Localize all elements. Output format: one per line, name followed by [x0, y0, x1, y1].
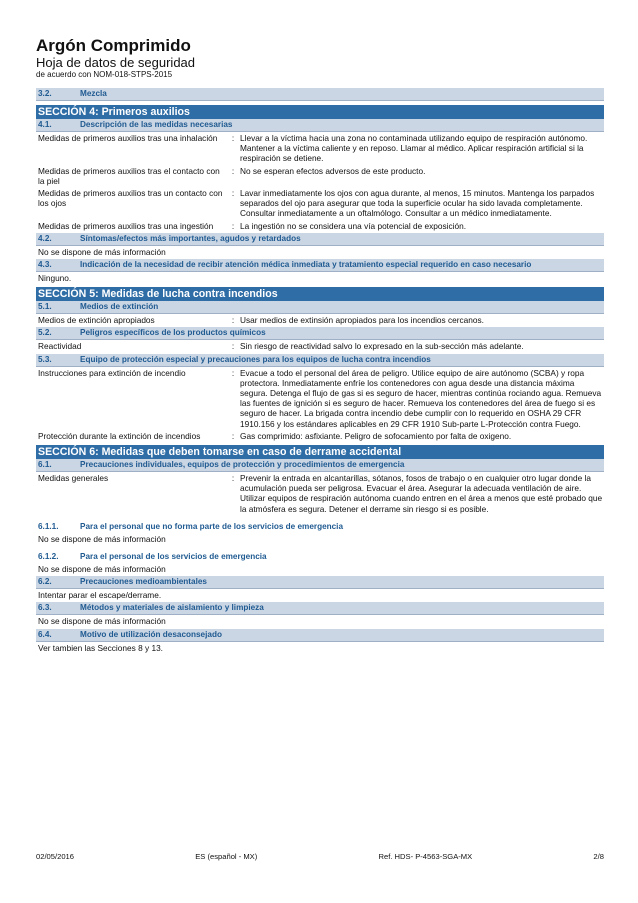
subsection-header-5-1: [36, 301, 604, 314]
info-row: [36, 368, 604, 429]
row-colon: :: [231, 367, 235, 378]
section-header-6: SECCIÓN 6: Medidas que deben tomarse en caso de derrame accidental: [36, 445, 604, 459]
subsection-header-5-3: [36, 354, 604, 367]
subsection-header-6-1: [36, 459, 604, 472]
info-text: No se dispone de más información: [38, 564, 166, 575]
row-colon: :: [231, 165, 235, 176]
info-row: [36, 166, 604, 186]
subsection-header-6-2: [36, 576, 604, 589]
info-text: No se dispone de más información: [38, 616, 166, 627]
row-label: Medidas de primeros auxilios tras una inhalación: [38, 133, 218, 143]
info-text: No se dispone de más información: [38, 246, 166, 257]
row-colon: :: [231, 133, 235, 143]
subsection-header-6-3: [36, 602, 604, 615]
subsection-title: Precauciones individuales, equipos de protección y procedimientos de emergencia: [80, 460, 405, 470]
subsection-number: 6.3.: [38, 603, 52, 613]
subsection-title: Mezcla: [80, 89, 107, 98]
row-value: Usar medios de extinsión apropiados para los incendios cercanos.: [240, 315, 484, 326]
row-colon: :: [231, 341, 235, 352]
row-value: No se esperan efectos adversos de este producto.: [240, 165, 426, 176]
row-value: Llevar a la víctima hacia una zona no contaminada utilizando equipo de respiración autónomo. Mantener a la víctima caliente y en reposo. Llamar al médico. Aplicar respiración artificial si la respiración se detiene.: [240, 133, 588, 164]
subsection-number: 5.1.: [38, 302, 52, 312]
info-text: Ver tambien las Secciones 8 y 13.: [38, 642, 163, 653]
subsection-number: 6.2.: [38, 577, 52, 587]
product-title: Argón Comprimido: [36, 36, 191, 55]
subsection-number: 5.2.: [38, 328, 52, 338]
subsection-title: Equipo de protección especial y precauciones para los equipos de lucha contra incendios: [80, 354, 431, 364]
subsection-number: 6.4.: [38, 629, 52, 639]
subsection-number: 6.1.1.: [38, 521, 59, 531]
subsection-number: 6.1.2.: [38, 552, 59, 562]
document-subtitle: Hoja de datos de seguridad: [36, 55, 196, 70]
info-row: [36, 188, 604, 219]
regulation-note: de acuerdo con NOM-018-STPS-2015: [36, 70, 173, 79]
row-value: Lavar inmediatamente los ojos con agua durante, al menos, 15 minutos. Mantenga los parpados separados del ojo para asegurar que toda la superficie ocular ha sido lavada completamente. Consultar inmediatamente a un oftalmólogo. Consultar a un médico inmediatamente.: [240, 188, 595, 219]
subsection-title: Motivo de utilización desaconsejado: [80, 629, 222, 639]
footer-language: ES (español - MX): [195, 852, 258, 861]
row-label: Medidas de primeros auxilios tras el contacto con la piel: [38, 165, 220, 186]
subsection-header-6-1-1: [36, 521, 604, 533]
row-value: Evacue a todo el personal del área de peligro. Utilice equipo de aire autónomo (SCBA) y ropa protectora. Inmediatamente enfríe los contenedores con agua desde una distancia máxima segura. Detenga el flujo de gas si es seguro de hacer, mientras continúa rociando agua. Remueva las fuentes de ignición si es seguro de hacer. Remueva los contenedores del área de fuego si es seguro de hacer. La brigada contra incendio debe cumplir con lo requerido en OSHA 29 CFR 1910.156 y los estándares aplicables en 29 CFR 1910 Sub-parte L-Protección contra Fuego.: [240, 367, 602, 429]
info-row: [36, 341, 604, 351]
subsection-number: 6.1.: [38, 460, 52, 470]
row-colon: :: [231, 473, 235, 484]
subsection-number: 4.1.: [38, 120, 52, 129]
row-colon: :: [231, 315, 235, 326]
info-text: No se dispone de más información: [38, 533, 166, 544]
subsection-title: Descripción de las medidas necesarias: [80, 120, 233, 129]
row-label: Medidas de primeros auxilios tras una ingestión: [38, 220, 214, 231]
section-header-4: SECCIÓN 4: Primeros auxilios: [36, 105, 604, 119]
sds-content: [36, 88, 604, 655]
row-label: Instrucciones para extinción de incendio: [38, 367, 186, 378]
subsection-title: Métodos y materiales de aislamiento y limpieza: [80, 603, 264, 613]
row-colon: :: [231, 188, 235, 199]
info-row: [36, 473, 604, 514]
row-label: Medidas generales: [38, 473, 109, 484]
footer-date: 02/05/2016: [36, 852, 75, 861]
subsection-header-4-1: [36, 119, 604, 132]
row-value: Prevenir la entrada en alcantarillas, sótanos, fosos de trabajo o en cualquier otro lugar donde la acumulación pueda ser peligrosa. Evacuar el área. Asegurar la adecuada ventilación de aire. Utilizar equipos de respiración autónoma cuando entren en el área a menos que esté probado que la atmósfera es segura. Detener el derrame sin riesgo si es posible.: [240, 473, 603, 514]
subsection-header-3-2: [36, 88, 604, 101]
row-label: Medidas de primeros auxilios tras un contacto con los ojos: [38, 188, 223, 209]
row-label: Protección durante la extinción de incendios: [38, 430, 201, 441]
subsection-number: 3.2.: [38, 89, 52, 98]
row-label: Medios de extinción apropiados: [38, 315, 155, 326]
footer-page-number: 2/8: [593, 852, 604, 861]
page-footer: [36, 852, 604, 861]
row-value: La ingestión no se considera una vía potencial de exposición.: [240, 220, 467, 231]
info-row: [36, 315, 604, 325]
subsection-title: Para el personal de los servicios de emergencia: [80, 552, 267, 562]
subsection-header-4-2: [36, 233, 604, 246]
row-colon: :: [231, 430, 235, 441]
subsection-title: Medios de extinción: [80, 302, 159, 312]
info-text: Intentar parar el escape/derrame.: [38, 590, 162, 601]
row-colon: :: [231, 220, 235, 231]
row-label: Reactividad: [38, 341, 82, 352]
document-header: [36, 36, 195, 79]
info-row: [36, 133, 604, 164]
subsection-header-6-1-2: [36, 551, 604, 563]
subsection-header-6-4: [36, 629, 604, 642]
info-row: [36, 431, 604, 441]
row-value: Sin riesgo de reactividad salvo lo expresado en la sub-sección más adelante.: [240, 341, 524, 352]
section-header-5: SECCIÓN 5: Medidas de lucha contra incendios: [36, 287, 604, 301]
subsection-number: 4.3.: [38, 260, 52, 270]
footer-reference: Ref. HDS- P-4563-SGA-MX: [378, 852, 473, 861]
subsection-number: 4.2.: [38, 233, 52, 243]
subsection-header-5-2: [36, 327, 604, 340]
subsection-title: Peligros específicos de los productos químicos: [80, 328, 266, 338]
row-value: Gas comprimido: asfixiante. Peligro de sofocamiento por falta de oxigeno.: [240, 430, 512, 441]
subsection-number: 5.3.: [38, 354, 52, 364]
info-text: Ninguno.: [38, 273, 72, 284]
info-row: [36, 221, 604, 231]
subsection-title: Indicación de la necesidad de recibir atención médica inmediata y tratamiento especial requerido en caso necesario: [80, 260, 532, 270]
subsection-header-4-3: [36, 259, 604, 272]
subsection-title: Para el personal que no forma parte de los servicios de emergencia: [80, 521, 344, 531]
subsection-title: Precauciones medioambientales: [80, 577, 207, 587]
subsection-title: Síntomas/efectos más importantes, agudos y retardados: [80, 233, 301, 243]
